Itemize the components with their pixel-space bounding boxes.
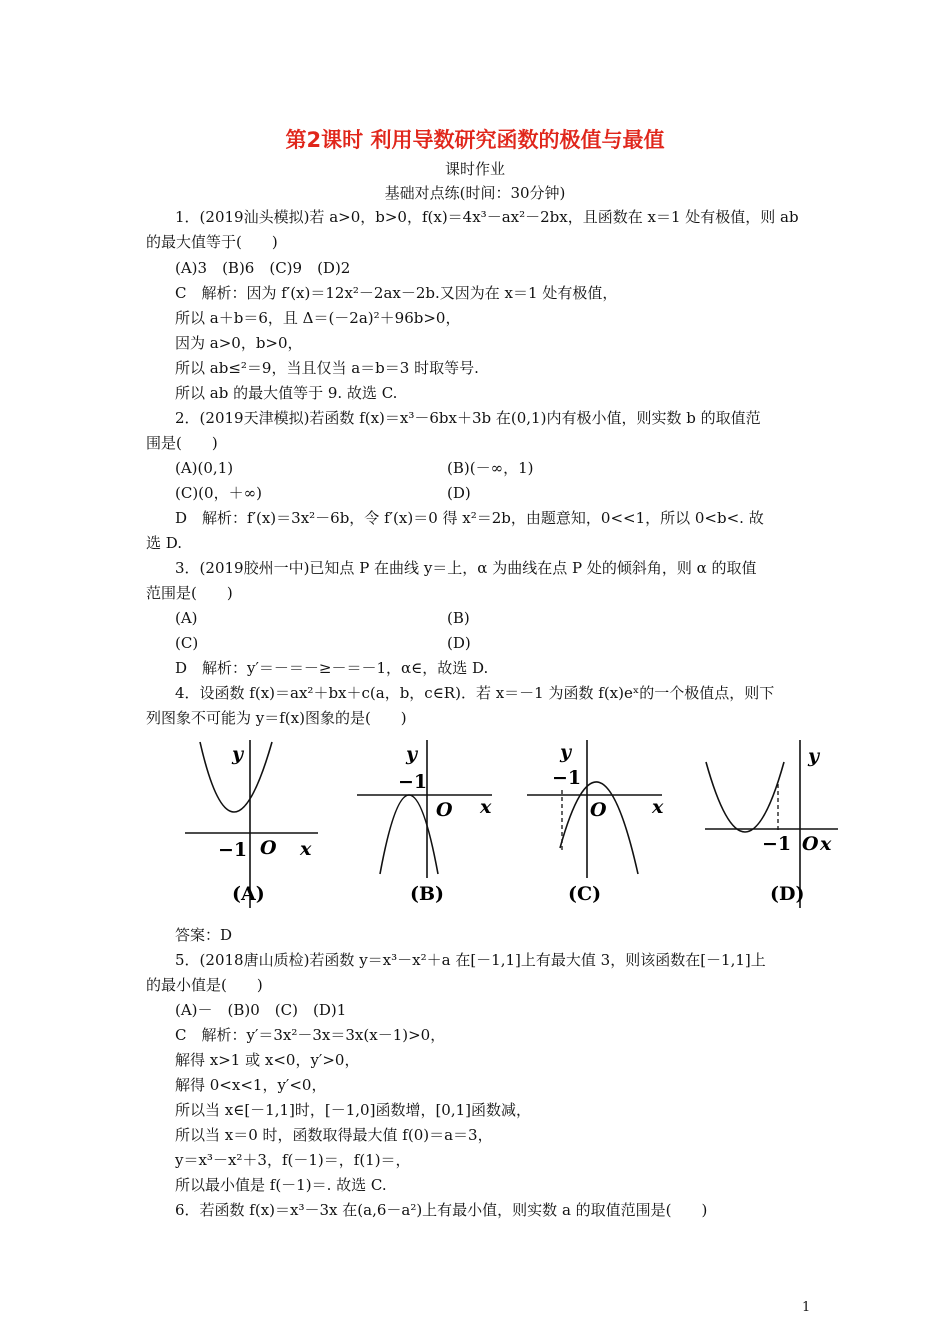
q4-answer: 答案：D: [175, 926, 233, 944]
q2-option-a: (A)(0,1): [175, 459, 234, 477]
q2-option-c: (C)(0，＋∞): [175, 484, 262, 502]
y-label: y: [406, 743, 418, 765]
q1-options: (A)3 (B)6 (C)9 (D)2: [175, 259, 351, 277]
q3-option-c: (C): [175, 634, 199, 652]
q5-solution-line: 所以最小值是 f(－1)＝. 故选 C.: [175, 1176, 387, 1194]
origin-label: O: [802, 833, 819, 855]
q5-solution-line: C 解析：y′＝3x²－3x＝3x(x－1)>0，: [175, 1026, 446, 1044]
q2-option-b: (B)(－∞，1): [447, 459, 534, 477]
q3-stem-line1: 3．(2019胶州一中)已知点 P 在曲线 y＝上，α 为曲线在点 P 处的倾斜角，则 α 的取值: [175, 559, 757, 577]
subtitle: 课时作业: [444, 160, 505, 178]
tick-label: −1: [398, 771, 428, 793]
q1-stem-line1: 1．(2019汕头模拟)若 a>0，b>0，f(x)＝4x³－ax²－2bx，且函数在 x＝1 处有极值，则 ab: [175, 208, 799, 226]
origin-label: O: [436, 799, 453, 821]
graph-caption: (D): [770, 883, 805, 905]
x-label: x: [652, 796, 664, 818]
q2-solution-line2: 选 D.: [146, 534, 183, 552]
graph-a: [180, 738, 330, 914]
y-label: y: [560, 741, 572, 763]
q2-solution-line1: D 解析：f′(x)＝3x²－6b，令 f′(x)＝0 得 x²＝2b，由题意知，0<<1，所以 0<b<. 故: [175, 509, 764, 527]
q3-option-a: (A): [175, 609, 198, 627]
q5-solution-line: 解得 x>1 或 x<0，y′>0，: [175, 1051, 360, 1069]
graph-b: [352, 738, 502, 914]
y-label: y: [232, 743, 244, 765]
page-number: 1: [802, 1300, 811, 1315]
q5-solution-line: 所以当 x＝0 时，函数取得最大值 f(0)＝a＝3，: [175, 1126, 493, 1144]
q2-stem-line1: 2．(2019天津模拟)若函数 f(x)＝x³－6bx＋3b 在(0,1)内有极小值，则实数 b 的取值范: [175, 409, 761, 427]
section-heading: 基础对点练(时间：30分钟): [384, 184, 566, 202]
curve: [706, 762, 784, 832]
graph-caption: (B): [410, 883, 445, 905]
q1-solution-line: 所以 a＋b＝6，且 Δ＝(－2a)²＋96b>0，: [175, 309, 461, 327]
q1-stem-line2: 的最大值等于( ): [146, 233, 278, 251]
q2-option-d: (D): [447, 484, 471, 502]
q5-stem-line2: 的最小值是( ): [146, 976, 263, 994]
x-label: x: [820, 833, 832, 855]
q4-stem-line1: 4．设函数 f(x)＝ax²＋bx＋c(a，b，c∈R)．若 x＝－1 为函数 f(x)eˣ的一个极值点，则下: [175, 684, 775, 702]
tick-label: −1: [762, 833, 792, 855]
q2-stem-line2: 围是( ): [146, 434, 218, 452]
q6-stem: 6．若函数 f(x)＝x³－3x 在(a,6－a²)上有最小值，则实数 a 的取值范围是( ): [175, 1201, 708, 1219]
x-label: x: [480, 796, 492, 818]
origin-label: O: [590, 799, 607, 821]
graph-d: [700, 738, 850, 914]
page-title: 第2课时 利用导数研究函数的极值与最值: [285, 128, 665, 152]
q3-stem-line2: 范围是( ): [146, 584, 233, 602]
graph-caption: (C): [568, 883, 602, 905]
graph-caption: (A): [232, 883, 265, 905]
q5-solution-line: 解得 0<x<1，y′<0，: [175, 1076, 327, 1094]
q5-stem-line1: 5．(2018唐山质检)若函数 y＝x³－x²＋a 在[－1,1]上有最大值 3，则该函数在[－1,1]上: [175, 951, 766, 969]
x-label: x: [300, 838, 312, 860]
q1-solution-line: 所以 ab≤²＝9，当且仅当 a＝b＝3 时取等号.: [175, 359, 479, 377]
tick-label: −1: [218, 839, 248, 861]
q4-stem-line2: 列图象不可能为 y＝f(x)图象的是( ): [146, 709, 407, 727]
q3-solution: D 解析：y′＝－＝－≥－＝－1，α∈，故选 D.: [175, 659, 489, 677]
q1-solution-line: 所以 ab 的最大值等于 9. 故选 C.: [175, 384, 398, 402]
q5-solution-line: 所以当 x∈[－1,1]时，[－1,0]函数增，[0,1]函数减，: [175, 1101, 532, 1119]
q3-option-d: (D): [447, 634, 471, 652]
tick-label: −1: [552, 767, 582, 789]
q3-option-b: (B): [447, 609, 470, 627]
q1-solution-line: C 解析：因为 f′(x)＝12x²－2ax－2b.又因为在 x＝1 处有极值，: [175, 284, 618, 302]
graph-c: [522, 738, 672, 914]
q1-solution-line: 因为 a>0，b>0，: [175, 334, 303, 352]
y-label: y: [808, 745, 820, 767]
q5-solution-line: y＝x³－x²＋3，f(－1)＝，f(1)＝，: [175, 1151, 411, 1169]
curve: [380, 795, 438, 874]
origin-label: O: [260, 837, 277, 859]
q5-options: (A)－ (B)0 (C) (D)1: [175, 1001, 347, 1019]
